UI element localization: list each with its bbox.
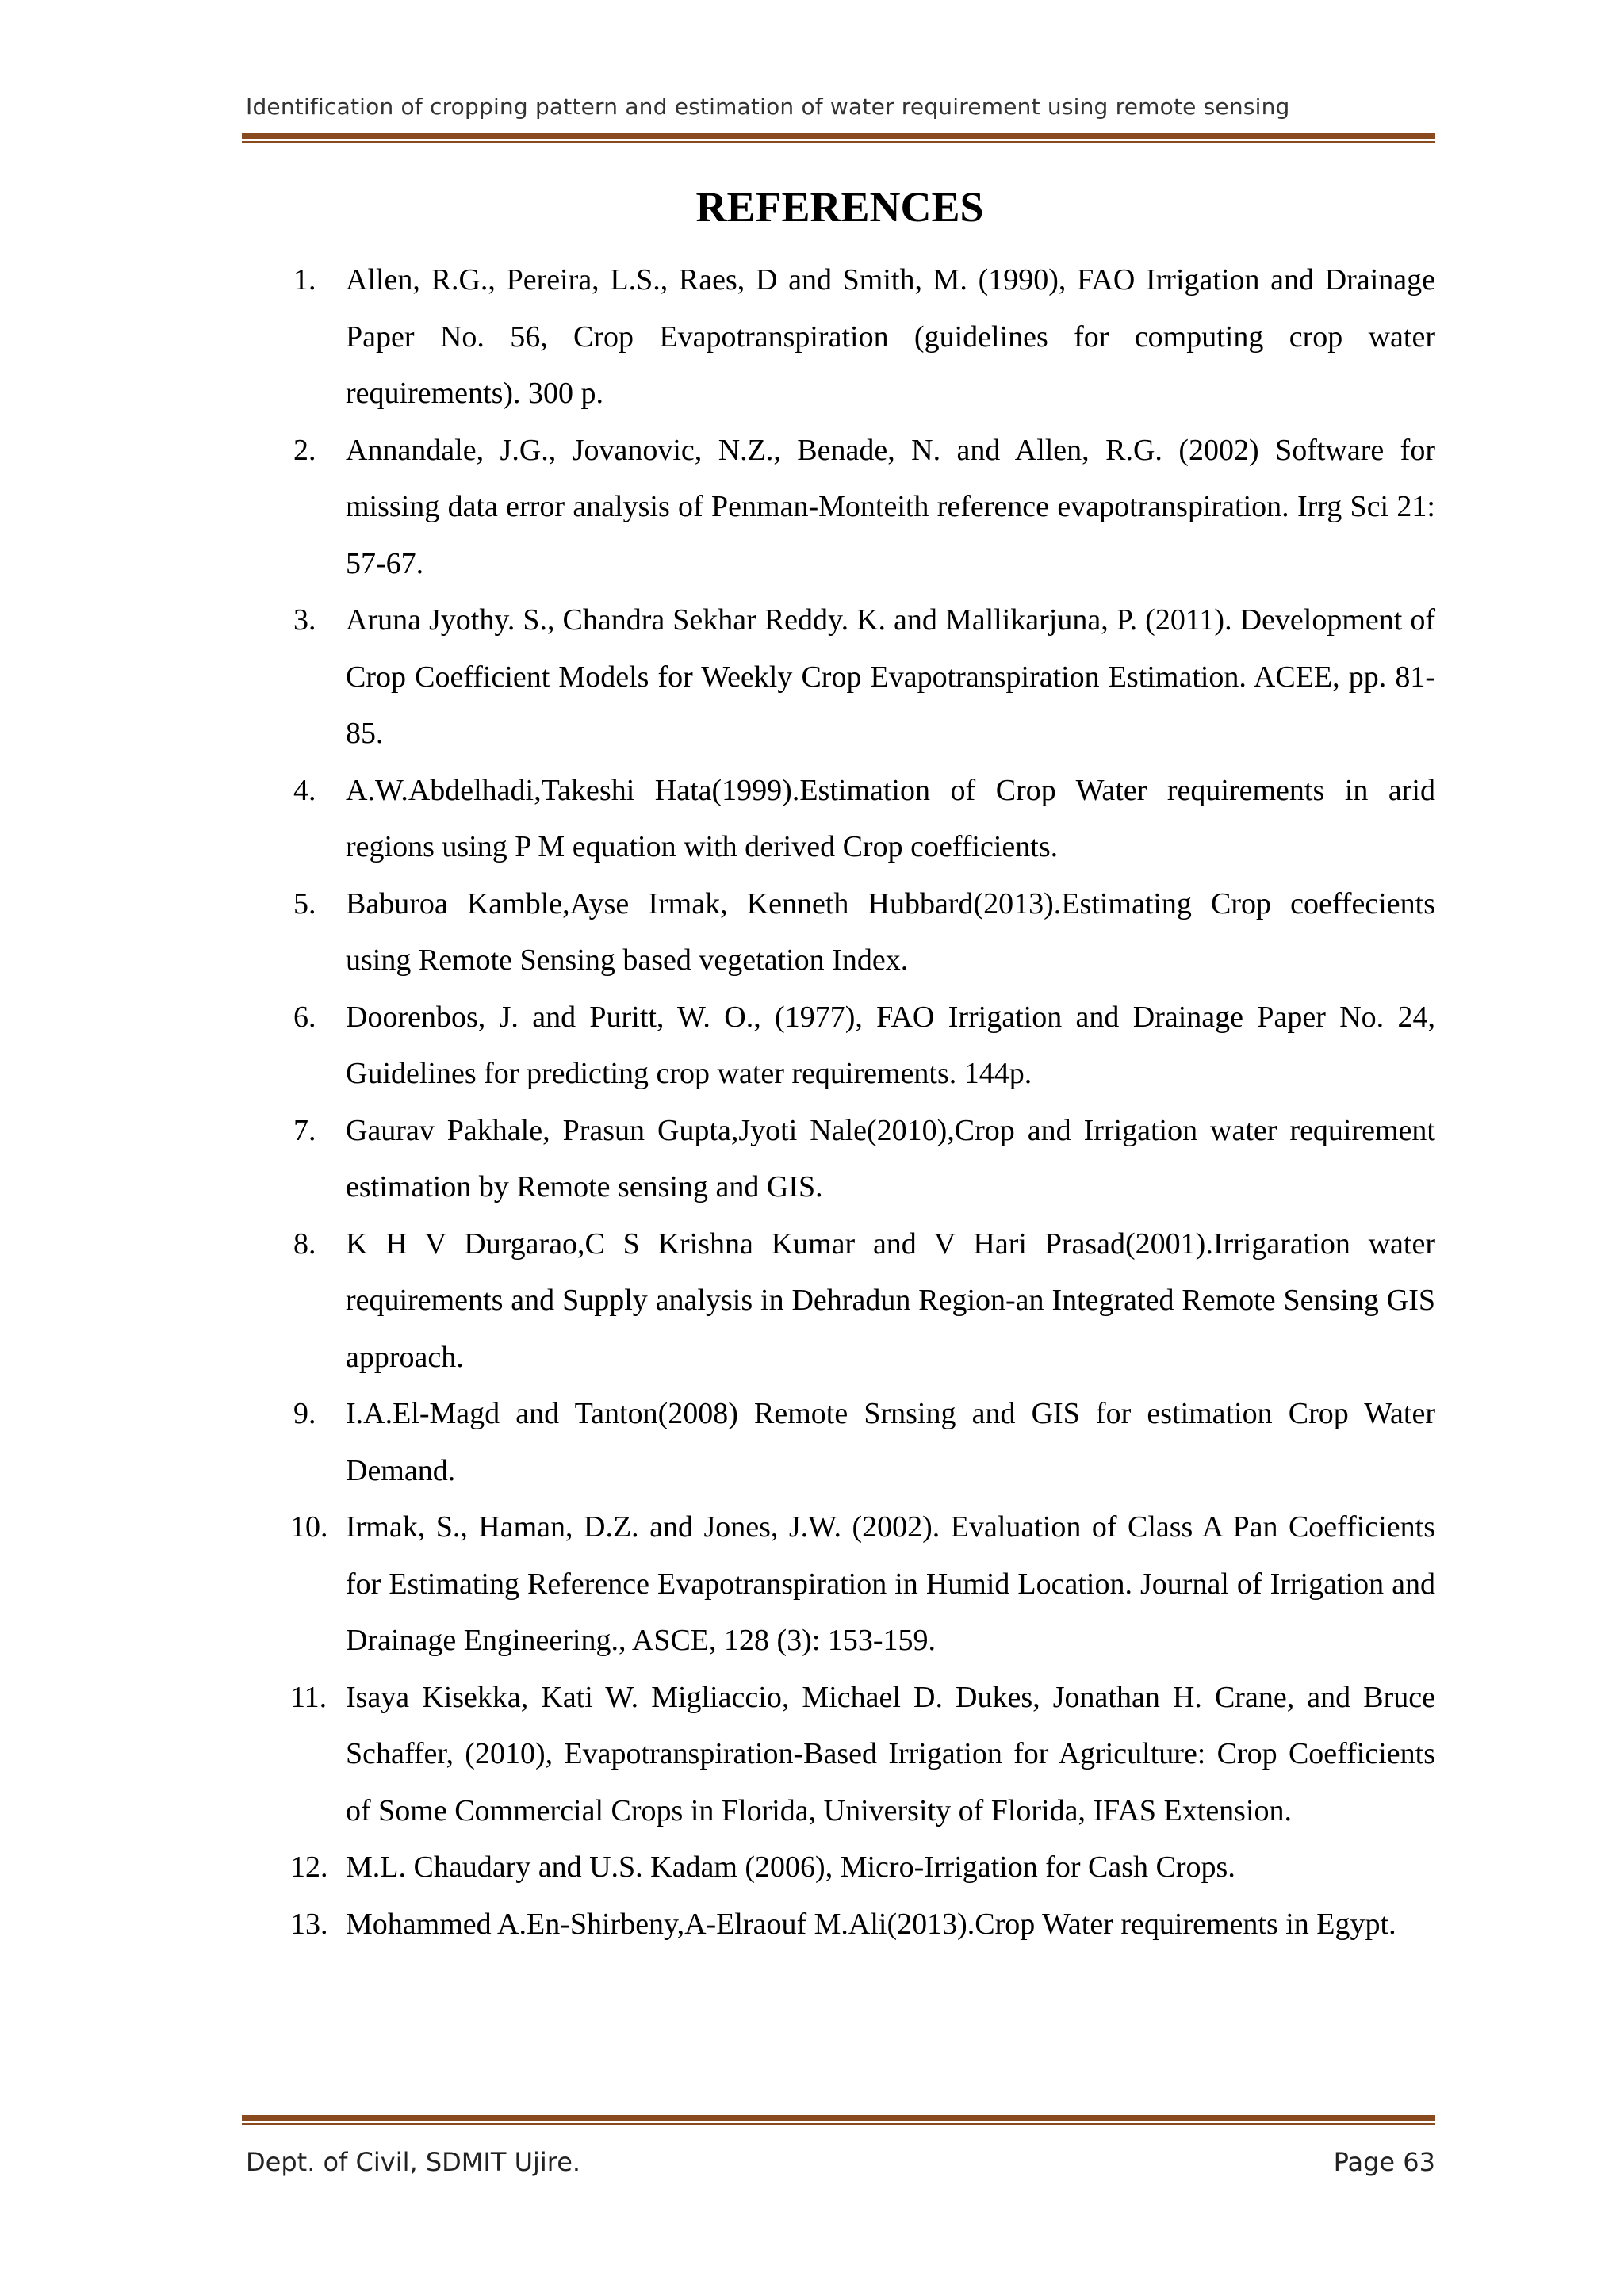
reference-item [293, 592, 1435, 763]
reference-text: Baburoa Kamble,Ayse Irmak, Kenneth Hubbard(2013).Estimating Crop coeffecients using Remote Sensing based vegetation Index. [346, 886, 1435, 977]
reference-number: 10. [290, 1510, 328, 1544]
reference-text: A.W.Abdelhadi,Takeshi Hata(1999).Estimation of Crop Water requirements in arid regions using P M equation with derived Crop coefficients. [346, 773, 1435, 863]
reference-number: 12. [290, 1850, 328, 1884]
footer-page-number: Page 63 [1333, 2147, 1435, 2177]
reference-list [290, 252, 1435, 1953]
reference-number: 1. [293, 263, 316, 297]
reference-number: 2. [293, 433, 316, 467]
reference-text: I.A.El-Magd and Tanton(2008) Remote Srnsing and GIS for estimation Crop Water Demand. [346, 1397, 1435, 1487]
reference-text: Annandale, J.G., Jovanovic, N.Z., Benade, N. and Allen, R.G. (2002) Software for missing data error analysis of Penman-Monteith reference evapotranspiration. Irrg Sci 21: 57-67. [346, 433, 1435, 580]
reference-item [293, 423, 1435, 593]
reference-number: 8. [293, 1226, 316, 1261]
reference-number: 7. [293, 1113, 316, 1147]
reference-text: Allen, R.G., Pereira, L.S., Raes, D and Smith, M. (1990), FAO Irrigation and Drainage Paper No. 56, Crop Evapotranspiration (guidelines for computing crop water requirements). 300 p. [346, 263, 1435, 410]
footer-rule [242, 2115, 1435, 2125]
reference-number: 11. [290, 1680, 327, 1714]
reference-text: Gaurav Pakhale, Prasun Gupta,Jyoti Nale(2010),Crop and Irrigation water requirement estimation by Remote sensing and GIS. [346, 1113, 1435, 1203]
reference-item [293, 876, 1435, 989]
reference-number: 5. [293, 886, 316, 920]
reference-text: Mohammed A.En-Shirbeny,A-Elraouf M.Ali(2013).Crop Water requirements in Egypt. [346, 1907, 1396, 1941]
reference-number: 13. [290, 1907, 328, 1941]
reference-number: 4. [293, 773, 316, 807]
reference-text: Irmak, S., Haman, D.Z. and Jones, J.W. (2002). Evaluation of Class A Pan Coefficients for Estimating Reference Evapotranspiration in Humid Location. Journal of Irrigation and Drainage Engineering., ASCE, 128 (3): 153-159. [346, 1510, 1435, 1657]
reference-item [293, 1216, 1435, 1387]
footer-department: Dept. of Civil, SDMIT Ujire. [246, 2147, 581, 2177]
reference-item [290, 1499, 1435, 1670]
reference-item [293, 1103, 1435, 1216]
reference-text: Isaya Kisekka, Kati W. Migliaccio, Michael D. Dukes, Jonathan H. Crane, and Bruce Schaffer, (2010), Evapotranspiration-Based Irrigation for Agriculture: Crop Coefficients of Some Commercial Crops in Florida, University of Florida, IFAS Extension. [346, 1680, 1435, 1827]
reference-item [290, 1839, 1435, 1896]
reference-text: Doorenbos, J. and Puritt, W. O., (1977), FAO Irrigation and Drainage Paper No. 24, Guidelines for predicting crop water requirements. 144p. [346, 1000, 1435, 1090]
reference-item [290, 1896, 1435, 1954]
reference-item [293, 763, 1435, 876]
reference-item [293, 1386, 1435, 1499]
page-title: REFERENCES [695, 183, 984, 231]
header-rule [242, 133, 1435, 143]
reference-number: 3. [293, 603, 316, 637]
reference-text: K H V Durgarao,C S Krishna Kumar and V Hari Prasad(2001).Irrigaration water requirements and Supply analysis in Dehradun Region-an Integrated Remote Sensing GIS approach. [346, 1226, 1435, 1374]
reference-text: Aruna Jyothy. S., Chandra Sekhar Reddy. K. and Mallikarjuna, P. (2011). Development of Crop Coefficient Models for Weekly Crop Evapotranspiration Estimation. ACEE, pp. 81-85. [346, 603, 1435, 750]
running-header: Identification of cropping pattern and estimation of water requirement using remote sensing [246, 94, 1290, 120]
reference-number: 9. [293, 1397, 316, 1430]
reference-item [290, 1670, 1435, 1840]
reference-number: 6. [293, 1000, 316, 1034]
reference-item [293, 989, 1435, 1103]
reference-text: M.L. Chaudary and U.S. Kadam (2006), Micro-Irrigation for Cash Crops. [346, 1850, 1235, 1884]
reference-item [293, 252, 1435, 423]
